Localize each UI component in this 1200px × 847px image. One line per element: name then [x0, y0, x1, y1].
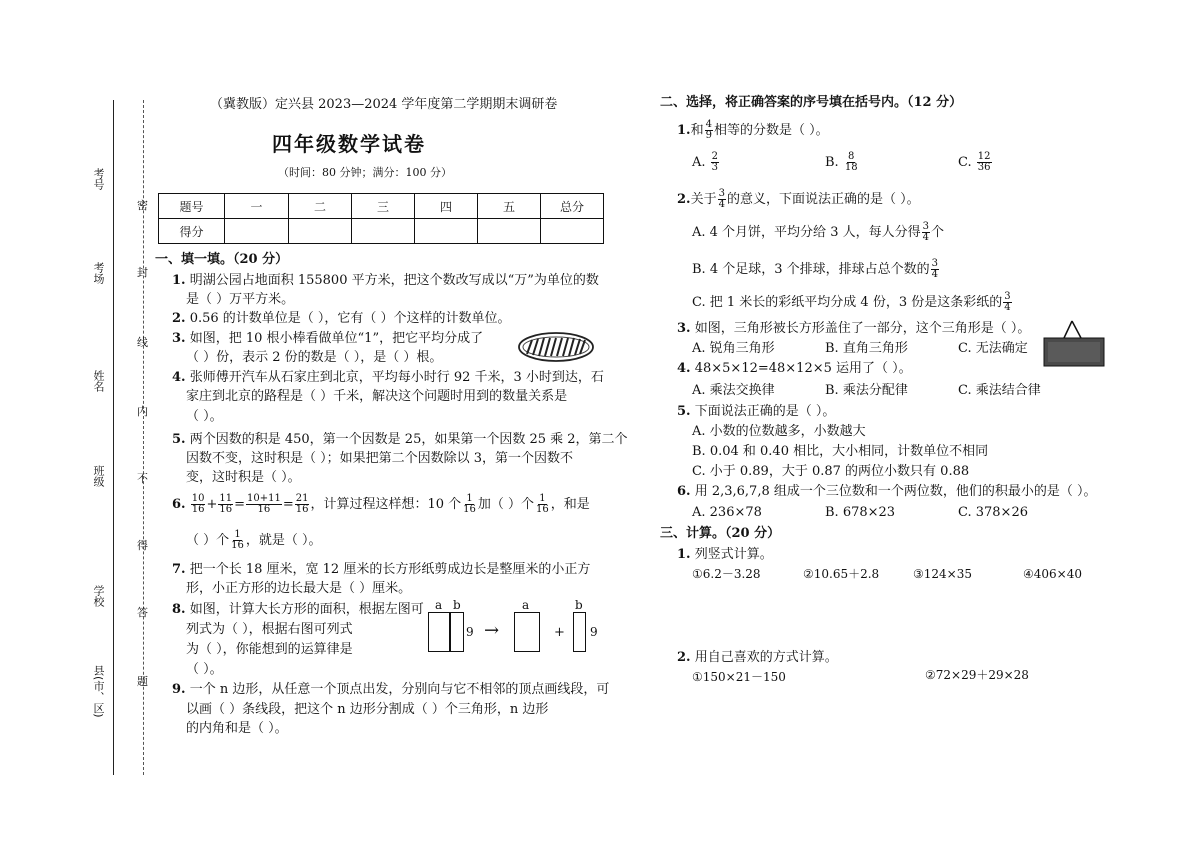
numerator: 10 [191, 493, 205, 504]
rect-a [514, 612, 540, 652]
s2-question-3 [677, 321, 1030, 337]
question-text: 列式为（ ），根据右图可列式 [186, 622, 353, 637]
label-a: a [522, 598, 530, 612]
option-text: A. 4 个月饼，平均分给 3 人，每人分得 [692, 225, 921, 240]
option-c [958, 152, 993, 173]
fraction [718, 189, 726, 210]
seal-char: 得 [137, 539, 148, 552]
fraction [218, 494, 233, 515]
score-cell[interactable] [541, 219, 604, 244]
question-text: 以画（ ）条线段，把这个 n 边形分割成（ ）个三角形，n 边形 [186, 702, 549, 717]
denominator: 3 [711, 162, 719, 173]
seal-char: 答 [137, 606, 148, 619]
exam-subtitle: （冀教版）定兴县 2023—2024 学年度第二学期期末调研卷 [210, 97, 558, 112]
denominator: 9 [705, 130, 712, 141]
numerator: 4 [705, 119, 712, 130]
option-c: C. 378×26 [958, 505, 1028, 520]
question-text: 家庄到北京的路程是（ ）千米，解决这个问题时用到的数量关系是 [186, 389, 568, 404]
numerator: 1 [539, 493, 546, 504]
question-text: 用 2,3,6,7,8 组成一个三位数和一个两位数，他们的积最小的是（ ）。 [694, 484, 1097, 499]
option-b: B. 乘法分配律 [825, 383, 908, 398]
fraction [705, 120, 713, 141]
question-text: （ ）。 [186, 662, 223, 677]
question-number: 5. [677, 404, 691, 419]
question-text: 一个 n 边形，从任意一个顶点出发，分别向与它不相邻的顶点画线段，可 [189, 682, 610, 697]
question-text: 两个因数的积是 450，第一个因数是 25，如果第一个因数 25 乘 2，第二个 [189, 432, 628, 447]
fraction [922, 222, 930, 243]
option-text: C. 把 1 米长的彩纸平均分成 4 份，3 份是这条彩纸的 [692, 295, 1003, 310]
question-text: 把一个长 18 厘米，宽 12 厘米的长方形纸剪成边长是整厘米的小正方 [189, 562, 591, 577]
fraction [246, 494, 282, 515]
question-number: 5. [172, 432, 186, 447]
s1-question-5 [172, 432, 628, 448]
big-rectangle-divider [449, 612, 451, 652]
question-text: 如图，三角形被长方形盖住了一部分，这个三角形是（ ）。 [694, 321, 1031, 336]
question-text: 的内角和是（ ）。 [186, 721, 288, 736]
numerator: 3 [931, 258, 938, 269]
denominator: 16 [219, 504, 233, 515]
s1-question-7 [172, 562, 590, 578]
score-table-header: 三 [352, 194, 415, 219]
section-3-heading: 三、计算。（20 分） [660, 526, 781, 541]
calc-item: ①6.2－3.28 [692, 567, 761, 581]
score-table-header: 题号 [159, 194, 225, 219]
triangle-under-rectangle-illustration [1042, 318, 1106, 368]
numerator: 11 [219, 493, 233, 504]
question-text: （ ）个 [186, 533, 230, 548]
score-table-row [159, 219, 604, 244]
field-label-exam-room: 考场 [92, 262, 105, 284]
question-text: 48×5×12=48×12×5 运用了（ ）。 [694, 361, 912, 376]
score-table-header: 五 [478, 194, 541, 219]
question-text: 关于 [690, 192, 717, 207]
fraction [711, 152, 719, 173]
numerator: 1 [234, 529, 241, 540]
plus-icon: + [554, 625, 565, 640]
numerator: 3 [1004, 291, 1011, 302]
option-b [692, 259, 940, 280]
fraction [462, 494, 477, 515]
option-c: C. 乘法结合律 [958, 383, 1041, 398]
question-text: 为（ ），你能想到的运算律是 [186, 642, 353, 657]
s1-question-6 [172, 494, 590, 515]
question-text: （ ）。 [186, 409, 223, 424]
fraction [295, 494, 310, 515]
s2-question-6 [677, 484, 1097, 500]
denominator: 4 [931, 269, 938, 280]
question-text: 相等的分数是（ ）。 [713, 123, 829, 138]
question-number: 2. [677, 650, 691, 665]
s1-question-1 [172, 273, 599, 289]
score-cell[interactable] [225, 219, 289, 244]
score-cell[interactable] [289, 219, 352, 244]
calc-item: ①150×21－150 [692, 670, 786, 684]
option-a [692, 222, 944, 243]
arrow-icon: → [484, 620, 500, 641]
question-number: 2. [677, 192, 691, 207]
fraction [931, 259, 939, 280]
score-cell[interactable] [478, 219, 541, 244]
seal-char: 封 [137, 266, 148, 279]
score-row-label: 得分 [159, 219, 225, 244]
field-label-class: 班级 [92, 465, 105, 487]
s1-question-4 [172, 370, 604, 386]
equals-sign: = [234, 497, 245, 512]
option-c: C. 无法确定 [958, 341, 1028, 356]
s1-question-6-line-2 [186, 530, 322, 551]
option-b: B. 0.04 和 0.40 相比，大小相同，计数单位不相同 [692, 444, 989, 459]
label-9: 9 [466, 625, 474, 639]
question-text: 形，小正方形的边长最大是（ ）厘米。 [186, 581, 412, 596]
question-number: 7. [172, 562, 186, 577]
option-letter: B. [825, 155, 839, 170]
option-a: A. 锐角三角形 [692, 341, 775, 356]
calc-item: ③124×35 [913, 567, 972, 581]
score-table-header: 总分 [541, 194, 604, 219]
question-text: 加（ ）个 [477, 497, 535, 512]
option-text: 个 [930, 225, 944, 240]
seal-char: 线 [137, 336, 148, 349]
numerator: 3 [718, 188, 725, 199]
calc-item: ④406×40 [1023, 567, 1082, 581]
fraction [977, 152, 992, 173]
numerator: 1 [466, 493, 473, 504]
question-number: 3. [172, 331, 186, 346]
denominator: 16 [231, 540, 244, 551]
denominator: 16 [295, 504, 309, 515]
question-text: 如图，计算大长方形的面积，根据左图可 [189, 602, 424, 617]
denominator: 36 [977, 162, 991, 173]
denominator: 4 [718, 199, 725, 210]
label-9: 9 [590, 625, 598, 639]
label-b: b [453, 598, 461, 612]
field-label-school: 学校 [92, 585, 105, 607]
big-rectangle [428, 612, 464, 652]
s1-question-3 [172, 331, 483, 347]
question-text: ，和是 [550, 497, 590, 512]
score-cell[interactable] [352, 219, 415, 244]
fraction [191, 494, 206, 515]
question-number: 3. [677, 321, 691, 336]
label-b: b [575, 598, 583, 612]
question-number: 4. [677, 361, 691, 376]
score-table-header: 四 [415, 194, 478, 219]
exam-title: 四年级数学试卷 [272, 132, 426, 156]
seal-char: 题 [137, 675, 148, 688]
question-text: 是（ ）万平方米。 [186, 292, 295, 307]
label-a: a [435, 598, 443, 612]
s2-question-2 [677, 189, 920, 210]
s1-question-2 [172, 311, 511, 327]
seal-char: 密 [137, 199, 148, 212]
option-c [692, 292, 1013, 313]
question-text: 因数不变，这时积是（ ）；如果把第二个因数除以 3，第一个因数不 [186, 451, 574, 466]
calc-item: ②10.65＋2.8 [803, 567, 880, 581]
binding-line [113, 100, 114, 775]
option-letter: C. [958, 155, 972, 170]
rect-b [573, 612, 586, 652]
numerator: 3 [922, 221, 929, 232]
calc-item: ②72×29＋29×28 [925, 668, 1029, 682]
field-label-name: 姓名 [92, 370, 105, 392]
field-label-exam-number: 考号 [92, 168, 105, 190]
option-a: A. 乘法交换律 [692, 383, 775, 398]
numerator: 10+11 [247, 493, 281, 504]
question-text: （ ）份，表示 2 份的数是（ ），是（ ）根。 [186, 350, 443, 365]
option-a: A. 236×78 [692, 505, 762, 520]
s3-question-1 [677, 547, 773, 563]
question-number: 1. [677, 547, 691, 562]
question-text: 明湖公园占地面积 155800 平方米，把这个数改写成以“万”为单位的数 [189, 273, 599, 288]
s2-question-5 [677, 404, 835, 420]
question-number: 9. [172, 682, 186, 697]
numerator: 12 [977, 151, 991, 162]
question-text: 的意义，下面说法正确的是（ ）。 [726, 192, 920, 207]
question-text: 和 [690, 123, 704, 138]
fraction [1003, 292, 1011, 313]
field-label-county: 县(市、区) [92, 665, 105, 718]
option-b: B. 直角三角形 [825, 341, 908, 356]
score-table [158, 193, 604, 244]
question-text: 张师傅开汽车从石家庄到北京，平均每小时行 92 千米，3 小时到达，石 [189, 370, 604, 385]
option-c: C. 小于 0.89，大于 0.87 的两位小数只有 0.88 [692, 464, 970, 479]
question-number: 4. [172, 370, 186, 385]
numerator: 21 [295, 493, 309, 504]
question-text: 下面说法正确的是（ ）。 [694, 404, 836, 419]
score-cell[interactable] [415, 219, 478, 244]
s3-question-2 [677, 650, 838, 666]
denominator: 4 [1004, 302, 1011, 313]
sticks-bundle-illustration [517, 330, 595, 364]
question-text: 用自己喜欢的方式计算。 [694, 650, 838, 665]
denominator: 18 [844, 162, 858, 173]
s1-question-9 [172, 682, 609, 698]
section-1-heading: 一、填一填。（20 分） [155, 252, 289, 267]
score-table-header-row [159, 194, 604, 219]
denominator: 16 [536, 504, 549, 515]
question-number: 1. [677, 123, 691, 138]
denominator: 16 [257, 504, 271, 515]
seal-char: 不 [137, 472, 148, 485]
fraction [844, 152, 859, 173]
numerator: 8 [848, 151, 855, 162]
seal-char: 内 [137, 405, 148, 418]
question-number: 1. [172, 273, 186, 288]
section-2-heading: 二、选择，将正确答案的序号填在括号内。（12 分） [660, 95, 963, 110]
plus-sign: + [206, 497, 218, 512]
question-number: 2. [172, 311, 186, 326]
numerator: 2 [711, 151, 719, 162]
question-text: ，就是（ ）。 [245, 533, 322, 548]
option-b [825, 152, 860, 173]
option-a: A. 小数的位数越多，小数越大 [692, 424, 866, 439]
fraction [230, 530, 245, 551]
score-table-header: 二 [289, 194, 352, 219]
equals-sign: = [282, 497, 294, 512]
question-text: 列竖式计算。 [694, 547, 773, 562]
denominator: 16 [191, 504, 205, 515]
s2-question-1 [677, 120, 829, 141]
question-number: 6. [677, 484, 691, 499]
question-text: 如图，把 10 根小棒看做单位“1”，把它平均分成了 [189, 331, 484, 346]
s1-question-8 [172, 602, 424, 618]
exam-time-score: （时间：80 分钟；满分：100 分） [278, 166, 452, 179]
option-letter: A. [692, 155, 706, 170]
option-a [692, 152, 720, 173]
option-b: B. 678×23 [825, 505, 896, 520]
denominator: 4 [922, 232, 929, 243]
question-number: 6. [172, 497, 186, 512]
s2-question-4 [677, 361, 912, 377]
question-number: 8. [172, 602, 186, 617]
option-text: B. 4 个足球，3 个排球，排球占总个数的 [692, 262, 930, 277]
question-text: 变，这时积是（ ）。 [186, 470, 301, 485]
fraction [535, 494, 550, 515]
question-text: ，计算过程这样想：10 个 [310, 497, 462, 512]
denominator: 16 [463, 504, 476, 515]
question-text: 0.56 的计数单位是（ ），它有（ ）个这样的计数单位。 [189, 311, 511, 326]
score-table-header: 一 [225, 194, 289, 219]
